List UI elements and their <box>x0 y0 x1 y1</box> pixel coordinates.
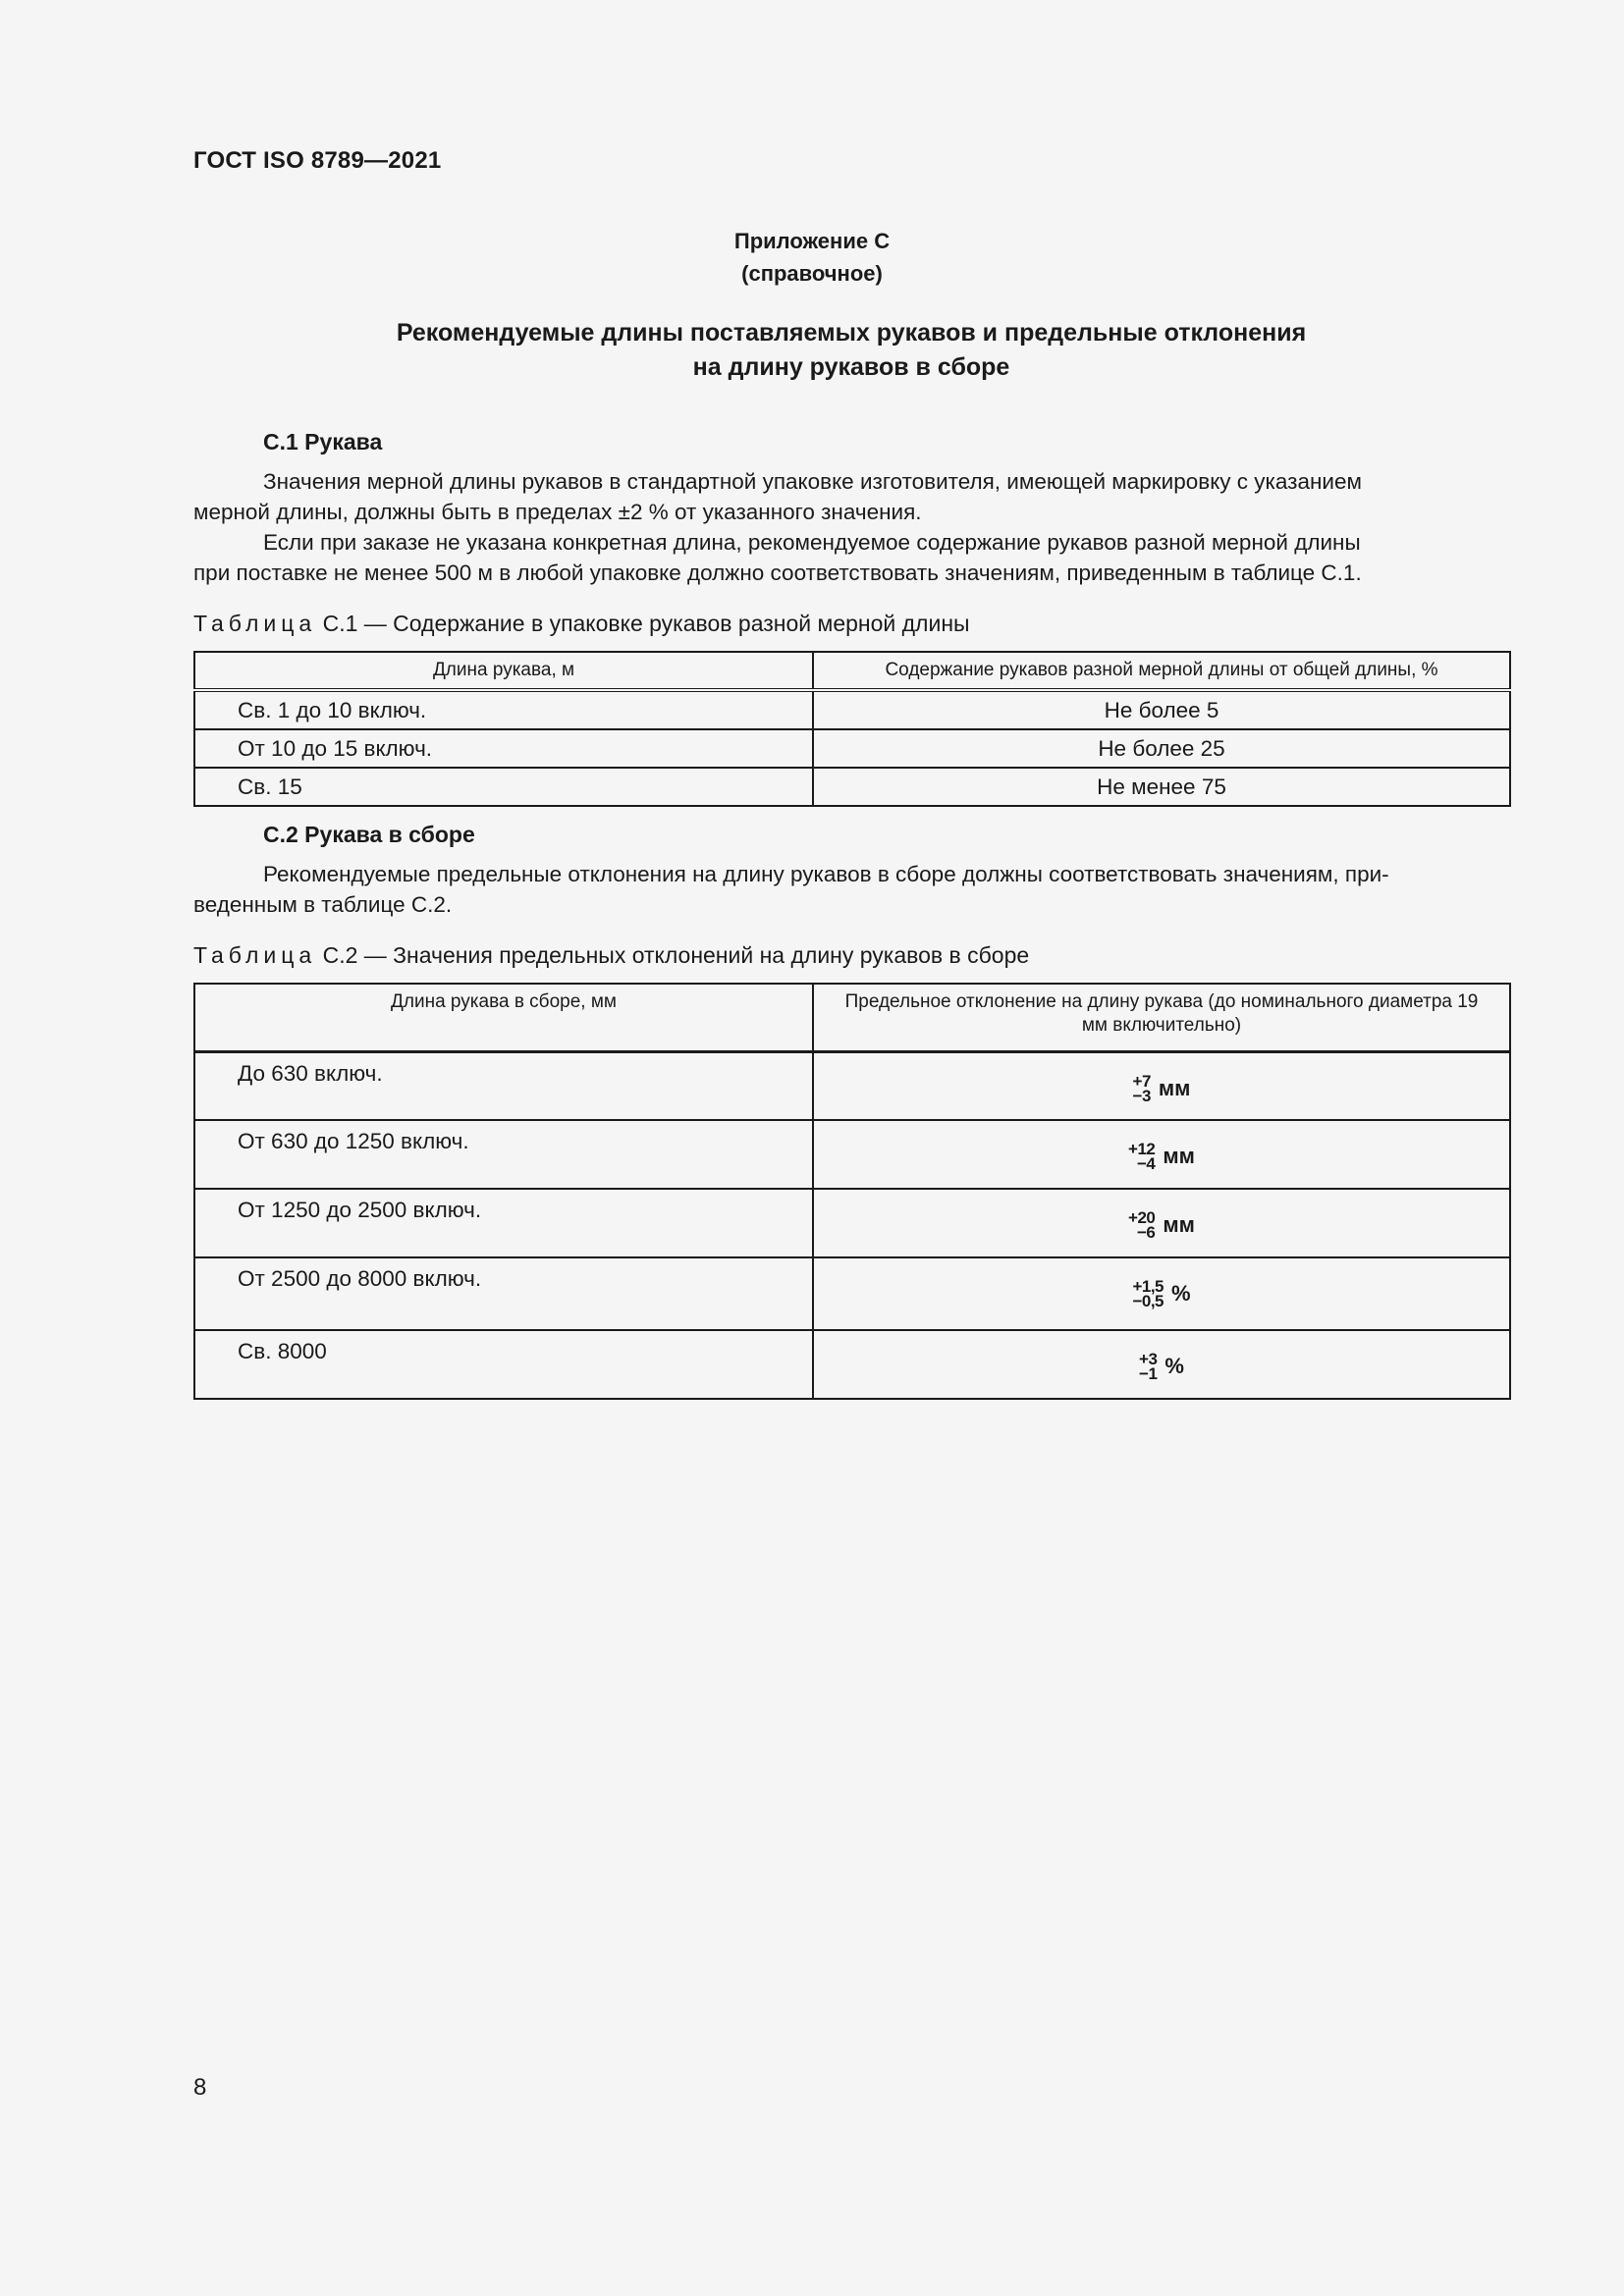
main-title <box>0 316 1624 385</box>
table-row <box>194 1189 1510 1257</box>
table-header-row <box>194 652 1510 690</box>
table-cell-tolerance <box>813 1189 1510 1257</box>
section-1-paragraph-2 <box>193 527 1508 588</box>
table-cell-content: Не менее 75 <box>813 768 1510 806</box>
table-row <box>194 1257 1510 1330</box>
tolerance-stack <box>1128 1207 1156 1242</box>
table-cell-content: Не более 25 <box>813 729 1510 768</box>
table-caption-label: Таблица <box>193 942 317 968</box>
paragraph-line: мерной длины, должны быть в пределах ±2 % от указанного значения. <box>193 500 922 524</box>
table-caption-text: С.1 — Содержание в упаковке рукавов разной мерной длины <box>316 611 970 636</box>
table-cell-length: От 630 до 1250 включ. <box>194 1120 813 1189</box>
table-cell-tolerance <box>813 1052 1510 1120</box>
table-cell-tolerance <box>813 1120 1510 1189</box>
tolerance-value <box>1128 1139 1195 1173</box>
table-2 <box>193 983 1511 1400</box>
table-header-cell: Длина рукава в сборе, мм <box>194 984 813 1052</box>
section-1-paragraph-1 <box>193 466 1508 527</box>
table-cell-length: От 2500 до 8000 включ. <box>194 1257 813 1330</box>
tolerance-upper: +7 <box>1132 1072 1151 1091</box>
tolerance-upper: +12 <box>1128 1139 1156 1158</box>
table-2-caption <box>193 942 1029 969</box>
tolerance-stack <box>1132 1276 1164 1310</box>
page-number: 8 <box>193 2074 207 2101</box>
tolerance-upper: +1,5 <box>1132 1276 1164 1296</box>
table-header-row <box>194 984 1510 1052</box>
tolerance-value <box>1139 1349 1184 1383</box>
table-header-cell: Предельное отклонение на длину рукава (до номинального диаметра 19 мм включительно) <box>813 984 1510 1052</box>
tolerance-upper: +20 <box>1128 1207 1156 1227</box>
paragraph-line: Рекомендуемые предельные отклонения на длину рукавов в сборе должны соответствовать значениям, при- <box>263 862 1389 886</box>
paragraph-line: Если при заказе не указана конкретная длина, рекомендуемое содержание рукавов разной мерной длины <box>263 530 1361 555</box>
paragraph-line: при поставке не менее 500 м в любой упаковке должно соответствовать значениям, приведенным в таблице С.1. <box>193 561 1362 585</box>
table-cell-length: Св. 8000 <box>194 1330 813 1399</box>
table-row <box>194 768 1510 806</box>
table-cell-length: От 10 до 15 включ. <box>194 729 813 768</box>
table-cell-length: Св. 15 <box>194 768 813 806</box>
main-title-line-1: Рекомендуемые длины поставляемых рукавов и предельные отклонения <box>396 319 1307 347</box>
table-cell-length: От 1250 до 2500 включ. <box>194 1189 813 1257</box>
paragraph-line: веденным в таблице С.2. <box>193 892 453 917</box>
table-caption-text: С.2 — Значения предельных отклонений на длину рукавов в сборе <box>316 942 1030 968</box>
tolerance-lower: −0,5 <box>1132 1291 1164 1310</box>
table-cell-content: Не более 5 <box>813 690 1510 729</box>
tolerance-stack <box>1139 1349 1158 1383</box>
tolerance-unit: % <box>1164 1353 1184 1378</box>
paragraph-line: Значения мерной длины рукавов в стандартной упаковке изготовителя, имеющей маркировку с указанием <box>263 469 1362 494</box>
appendix-heading <box>0 225 1624 290</box>
section-2-paragraph-1 <box>193 859 1508 920</box>
tolerance-unit: мм <box>1163 1143 1195 1168</box>
tolerance-value <box>1132 1276 1191 1310</box>
table-row <box>194 1120 1510 1189</box>
tolerance-stack <box>1128 1139 1156 1173</box>
main-title-line-2: на длину рукавов в сборе <box>692 353 1010 381</box>
appendix-subtitle: (справочное) <box>741 261 883 286</box>
tolerance-unit: мм <box>1163 1211 1195 1237</box>
table-cell-length: Св. 1 до 10 включ. <box>194 690 813 729</box>
table-row <box>194 729 1510 768</box>
tolerance-lower: −6 <box>1137 1222 1156 1242</box>
table-caption-label: Таблица <box>193 611 317 636</box>
table-cell-tolerance <box>813 1257 1510 1330</box>
table-header-cell: Длина рукава, м <box>194 652 813 690</box>
table-1-caption <box>193 611 970 637</box>
tolerance-unit: % <box>1171 1280 1191 1306</box>
appendix-title: Приложение С <box>733 229 891 253</box>
table-row <box>194 690 1510 729</box>
table-row <box>194 1052 1510 1120</box>
tolerance-stack <box>1133 1074 1151 1103</box>
tolerance-unit: мм <box>1158 1076 1191 1100</box>
table-header-cell: Содержание рукавов разной мерной длины от общей длины, % <box>813 652 1510 690</box>
tolerance-lower: −3 <box>1132 1087 1151 1105</box>
tolerance-lower: −4 <box>1137 1153 1156 1173</box>
tolerance-upper: +3 <box>1139 1349 1158 1368</box>
table-cell-length: До 630 включ. <box>194 1052 813 1120</box>
section-2-heading: С.2 Рукава в сборе <box>263 822 475 847</box>
table-cell-tolerance <box>813 1330 1510 1399</box>
tolerance-value <box>1128 1207 1195 1242</box>
tolerance-value <box>1133 1074 1191 1103</box>
section-1-heading: С.1 Рукава <box>263 429 383 454</box>
tolerance-lower: −1 <box>1139 1363 1158 1383</box>
document-id-header: ГОСТ ISO 8789—2021 <box>193 147 442 174</box>
table-row <box>194 1330 1510 1399</box>
table-1 <box>193 651 1511 807</box>
